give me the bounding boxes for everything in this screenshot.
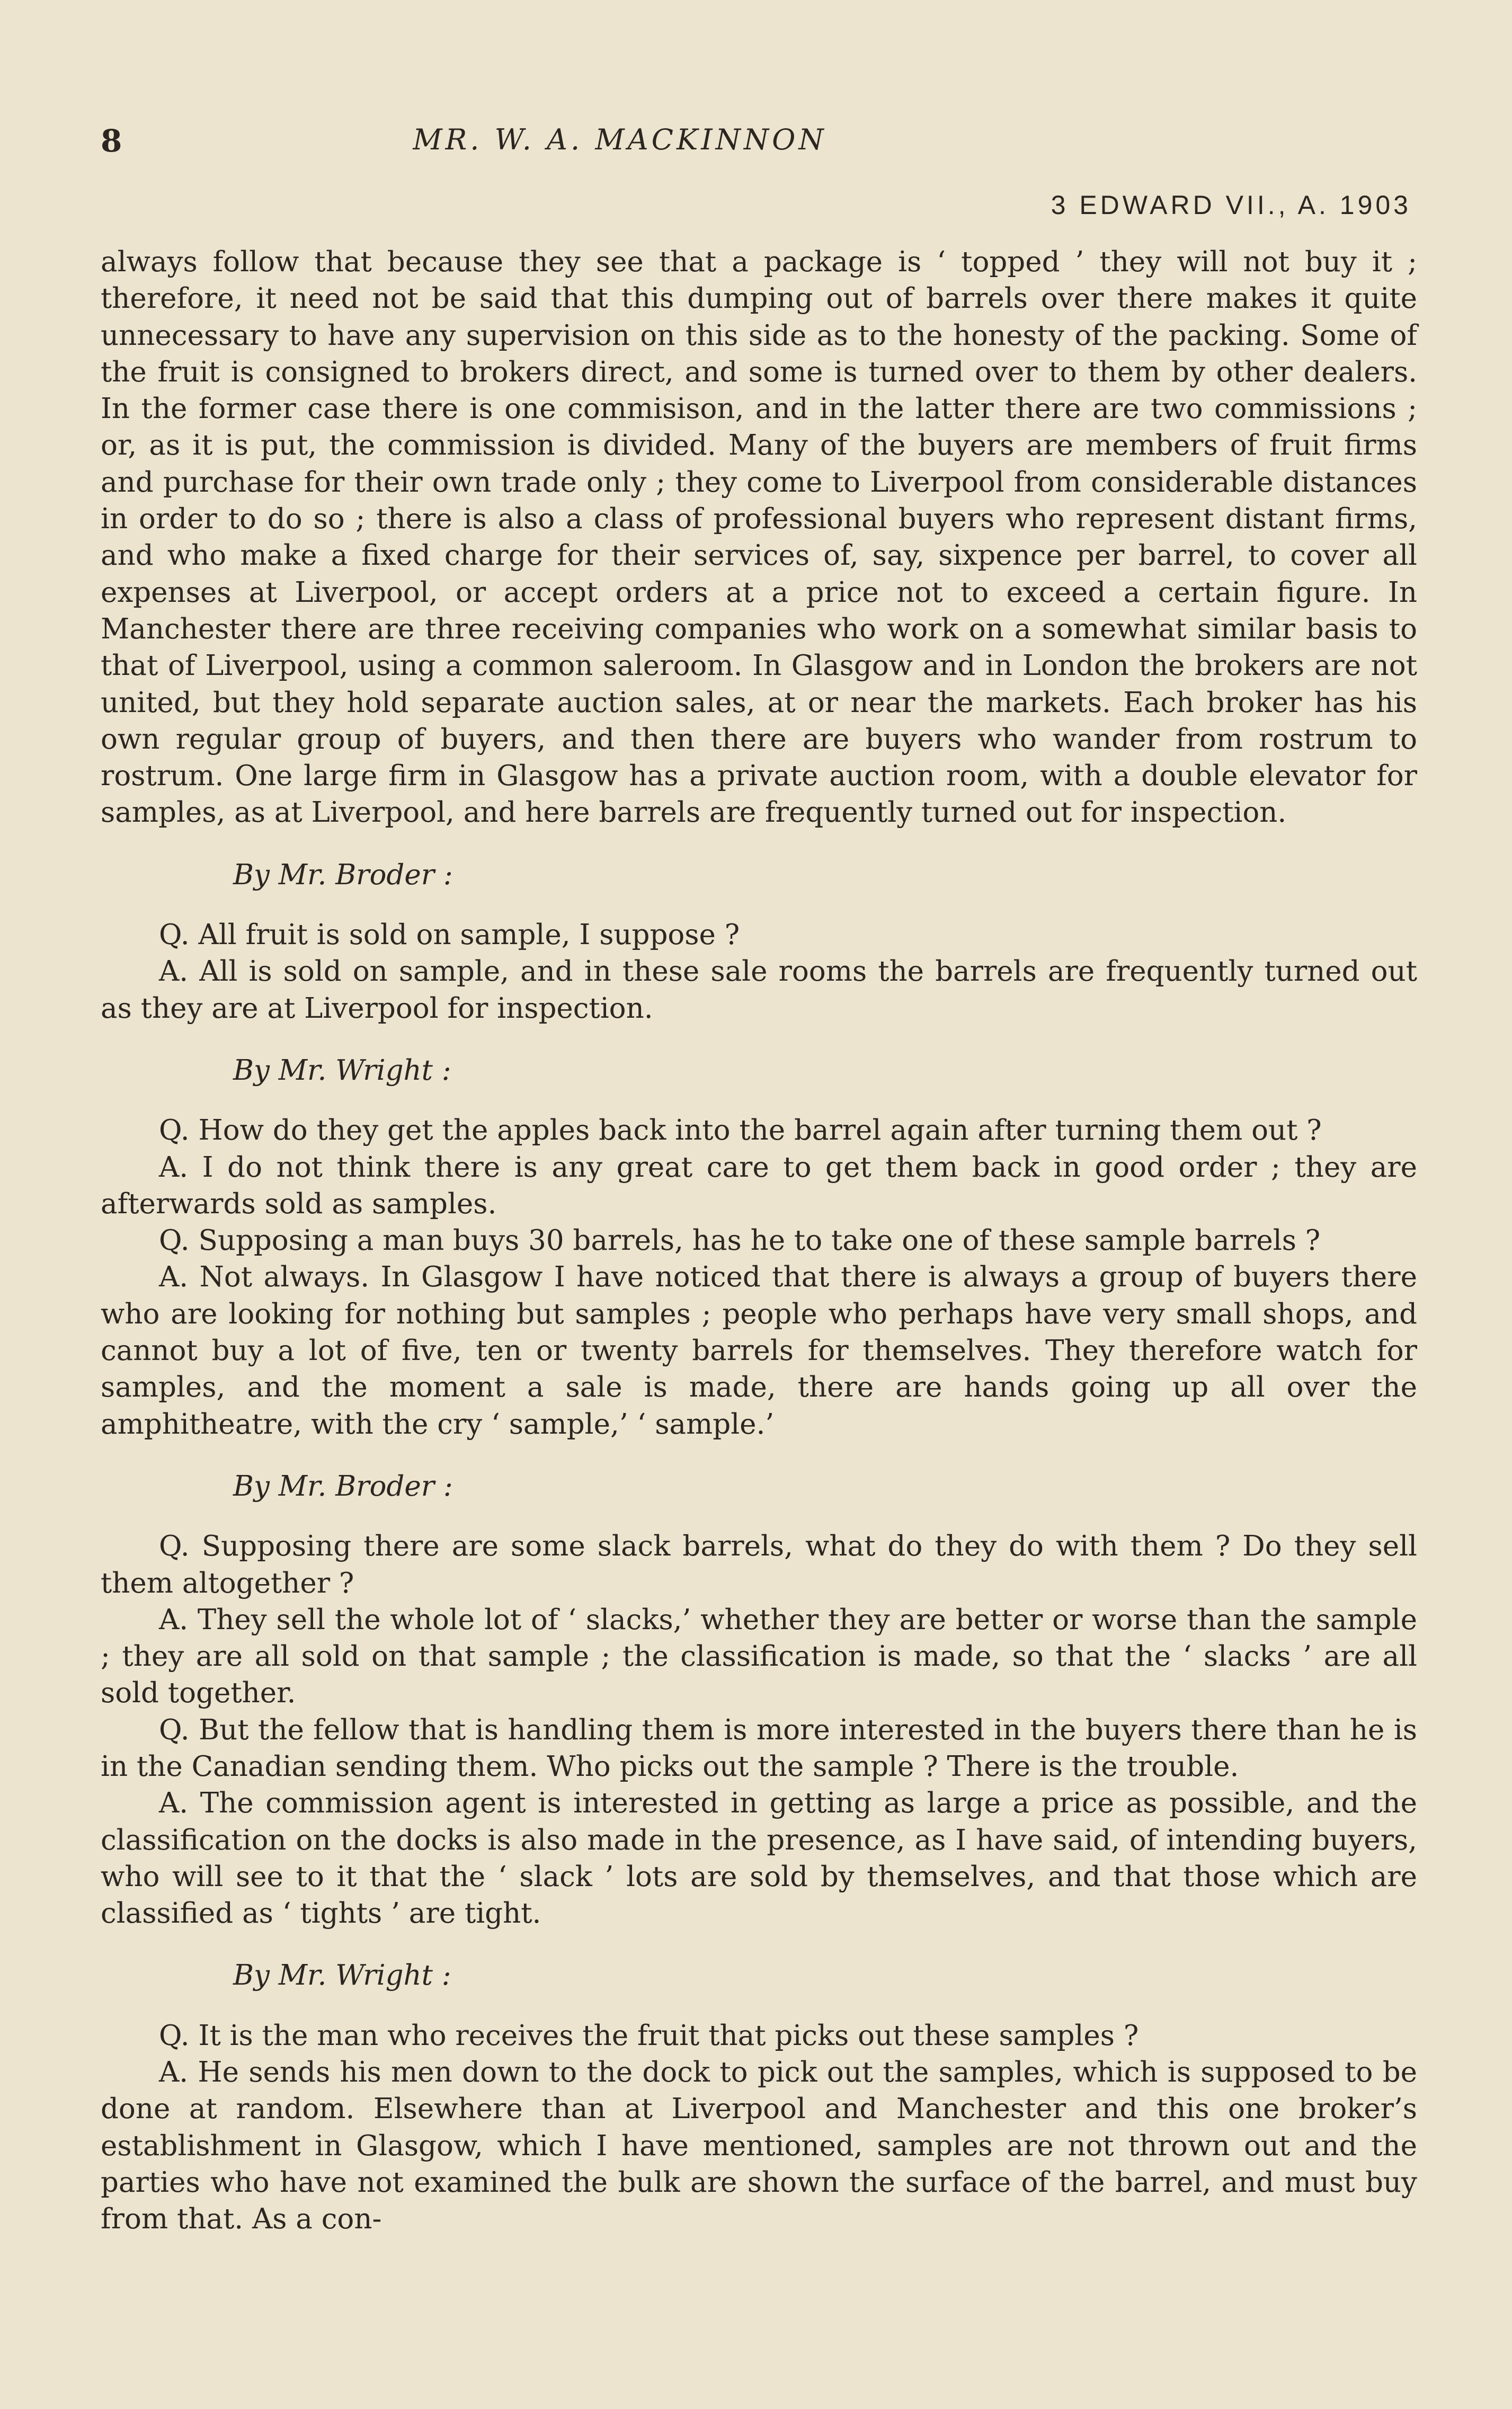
answer: A. I do not think there is any great care to get them back in good order ; they are afterwards sold as samples. bbox=[101, 1151, 1417, 1220]
question: Q. Supposing there are some slack barrels, what do they do with them ? Do they sell them altogether ? bbox=[101, 1530, 1417, 1599]
question: Q. It is the man who receives the fruit that picks out these samples ? bbox=[159, 2019, 1139, 2052]
paragraph: always follow that because they see that a package is ‘ topped ’ they will not buy it ; therefore, it need not be said that this dumping out of barrels over there makes it quite unnecessary to have any supervision on this side as to the honesty of the packing. Some of the fruit is consigned to brokers direct, and some is turned over to them by other dealers. In the former case there is one commisison, and in the latter there are two commissions ; or, as it is put, the commission is divided. Many of the buyers are members of fruit firms and purchase for their own trade only ; they come to Liverpool from considerable distances in order to do so ; there is also a class of professional buyers who represent distant firms, and who make a fixed charge for their services of, say, sixpence per barrel, to cover all expenses at Liverpool, or accept orders at a price not to exceed a certain figure. In Manchester there are three receiving companies who work on a somewhat similar basis to that of Liverpool, using a common saleroom. In Glasgow and in London the brokers are not united, but they hold separate auction sales, at or near the markets. Each broker has his own regular group of buyers, and then there are buyers who wander from rostrum to rostrum. One large firm in Glasgow has a private auction room, with a double elevator for samples, as at Liverpool, and here barrels are frequently turned out for inspection. bbox=[101, 246, 1417, 829]
answer: A. They sell the whole lot of ‘ slacks,’ whether they are better or worse than the sample ; they are all sold on that sample ; the classification is made, so that the ‘ slacks ’ are all sold together. bbox=[101, 1603, 1417, 1710]
page-number: 8 bbox=[101, 123, 122, 159]
speaker-heading: By Mr. Wright : bbox=[233, 1054, 451, 1087]
speaker-heading: By Mr. Wright : bbox=[233, 1959, 451, 1992]
answer: A. The commission agent is interested in getting as large a price as possible, and the classification on the docks is also made in the presence, as I have said, of intending buyers, who will see to it that the ‘ slack ’ lots are sold by themselves, and that those which are classified as ‘ tights ’ are tight. bbox=[101, 1787, 1417, 1930]
question: Q. How do they get the apples back into the barrel again after turning them out ? bbox=[159, 1114, 1322, 1147]
running-title: MR. W. A. MACKINNON bbox=[413, 123, 827, 156]
question: Q. Supposing a man buys 30 barrels, has he to take one of these sample barrels ? bbox=[159, 1224, 1321, 1257]
answer: A. All is sold on sample, and in these sale rooms the barrels are frequently turned out as they are at Liverpool for inspection. bbox=[101, 955, 1417, 1025]
answer: A. He sends his men down to the dock to pick out the samples, which is supposed to be done at random. Elsewhere than at Liverpool and Manchester and this one broker’s establishment in Glasgow, which I have mentioned, samples are not thrown out and the parties who have not examined the bulk are shown the surface of the barrel, and must buy from that. As a con- bbox=[101, 2056, 1417, 2236]
body-text bbox=[101, 244, 1417, 2238]
question: Q. All fruit is sold on sample, I suppose ? bbox=[159, 919, 740, 952]
speaker-heading: By Mr. Broder : bbox=[233, 1470, 453, 1503]
question: Q. But the fellow that is handling them is more interested in the buyers there than he is in the Canadian sending them. Who picks out the sample ? There is the trouble. bbox=[101, 1713, 1417, 1783]
page-header bbox=[101, 123, 1415, 160]
speaker-heading: By Mr. Broder : bbox=[233, 858, 453, 891]
answer: A. Not always. In Glasgow I have noticed that there is always a group of buyers there who are looking for nothing but samples ; people who perhaps have very small shops, and cannot buy a lot of five, ten or twenty barrels for themselves. They therefore watch for samples, and the moment a sale is made, there are hands going up all over the amphitheatre, with the cry ‘ sample,’ ‘ sample.’ bbox=[101, 1261, 1417, 1441]
session-label: 3 EDWARD VII., A. 1903 bbox=[1051, 190, 1411, 220]
